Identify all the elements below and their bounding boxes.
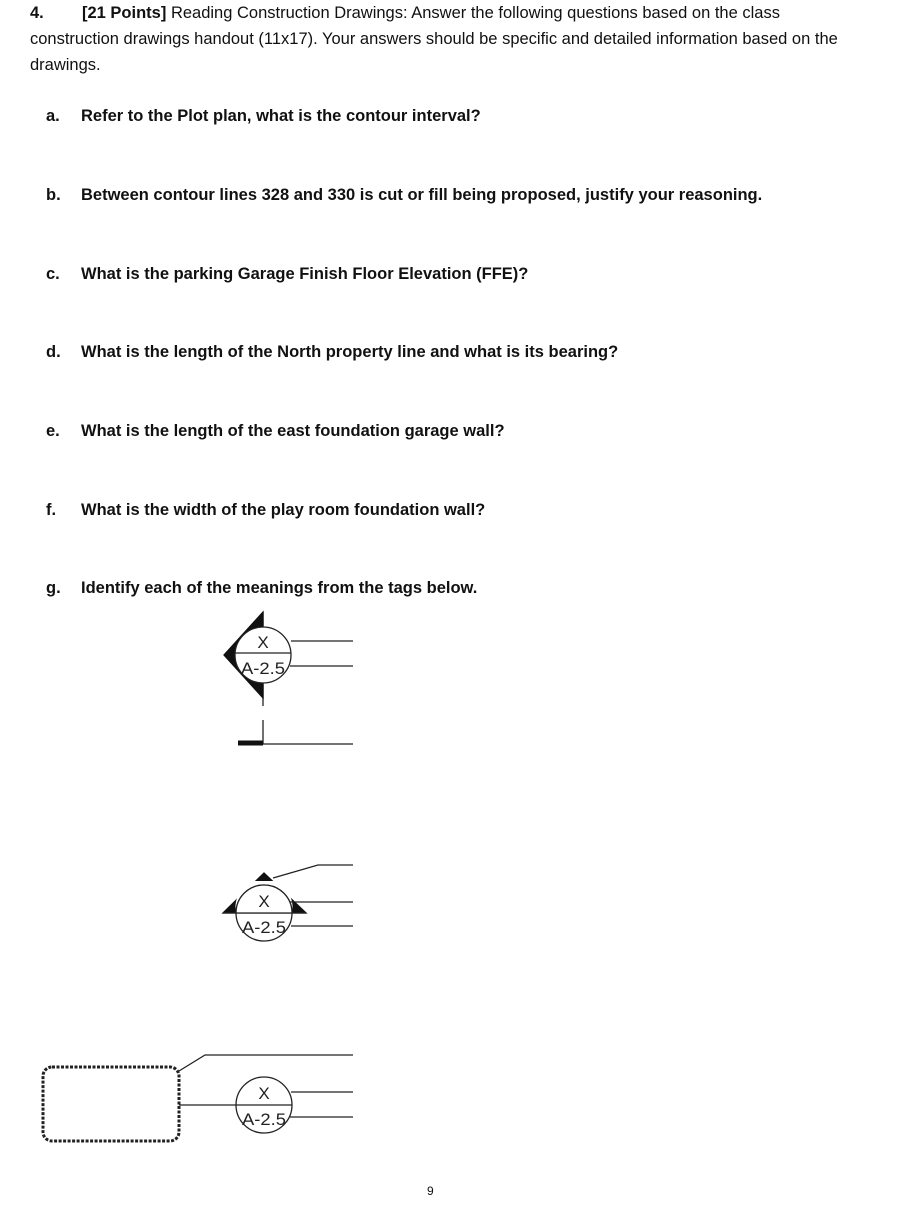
item-letter: f.: [46, 501, 57, 519]
item-letter: e.: [46, 422, 60, 440]
item-letter: b.: [46, 186, 61, 204]
item-text: What is the length of the east foundation garage wall?: [81, 422, 505, 440]
tag-sheet-id: A-2.5: [241, 659, 285, 678]
tag-sheet-id: A-2.5: [242, 1110, 286, 1129]
tag-detail-id: X: [257, 633, 269, 652]
question-points: [21 Points]: [82, 4, 167, 22]
item-text: Refer to the Plot plan, what is the contour interval?: [81, 107, 481, 125]
item-text: What is the parking Garage Finish Floor Elevation (FFE)?: [81, 265, 529, 283]
building-section-tag: [224, 612, 353, 706]
item-letter: g.: [46, 579, 61, 597]
item-letter: d.: [46, 343, 61, 361]
item-text: What is the length of the North property line and what is its bearing?: [81, 343, 619, 361]
tag-sheet-id: A-2.5: [242, 918, 286, 937]
section-cut-line-tag: [238, 720, 353, 744]
detail-callout-tag: [43, 1055, 353, 1141]
elevation-tag: [223, 865, 353, 941]
item-letter: c.: [46, 265, 60, 283]
item-text: Between contour lines 328 and 330 is cut or fill being proposed, justify your reasoning.: [81, 186, 763, 204]
tag-detail-id: X: [258, 1084, 270, 1103]
tag-detail-id: X: [258, 892, 270, 911]
item-text: What is the width of the play room foundation wall?: [81, 501, 486, 519]
question-number: 4.: [30, 4, 44, 22]
question-text: Reading Construction Drawings: Answer the following questions based on the class construction drawings handout (11x17). Your answers should be specific and detailed information based on the drawings.: [30, 4, 838, 74]
item-text: Identify each of the meanings from the tags below.: [81, 579, 478, 597]
page-number: 9: [427, 1184, 434, 1198]
item-letter: a.: [46, 107, 60, 125]
